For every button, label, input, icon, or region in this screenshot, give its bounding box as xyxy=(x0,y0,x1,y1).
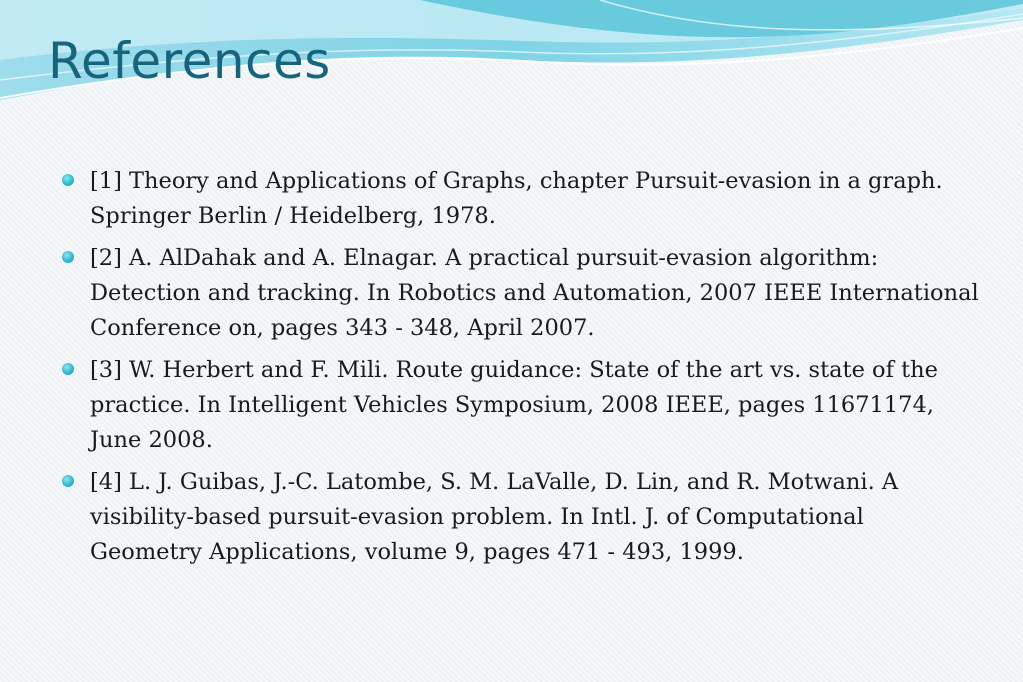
reference-item xyxy=(60,353,980,458)
reference-item xyxy=(60,465,980,570)
reference-text: [3] W. Herbert and F. Mili. Route guidance: State of the art vs. state of the practice. In Intelligent Vehicles Symposium, 2008 IEEE, pages 11671174, June 2008. xyxy=(90,357,938,453)
reference-text: [4] L. J. Guibas, J.-C. Latombe, S. M. LaValle, D. Lin, and R. Motwani. A visibility-based pursuit-evasion problem. In Intl. J. of Computational Geometry Applications, volume 9, pages 471 - 493, 1999. xyxy=(90,469,899,565)
circle-bullet-icon xyxy=(62,251,74,263)
circle-bullet-icon xyxy=(62,174,74,186)
reference-text: [1] Theory and Applications of Graphs, chapter Pursuit-evasion in a graph. Springer Berlin / Heidelberg, 1978. xyxy=(90,168,943,229)
reference-list xyxy=(60,164,980,577)
reference-item xyxy=(60,241,980,346)
page-title: References xyxy=(48,32,331,90)
reference-text: [2] A. AlDahak and A. Elnagar. A practical pursuit-evasion algorithm: Detection and tracking. In Robotics and Automation, 2007 IEEE International Conference on, pages 343 - 348, April 2007. xyxy=(90,245,979,341)
circle-bullet-icon xyxy=(62,475,74,487)
reference-item xyxy=(60,164,980,234)
circle-bullet-icon xyxy=(62,363,74,375)
